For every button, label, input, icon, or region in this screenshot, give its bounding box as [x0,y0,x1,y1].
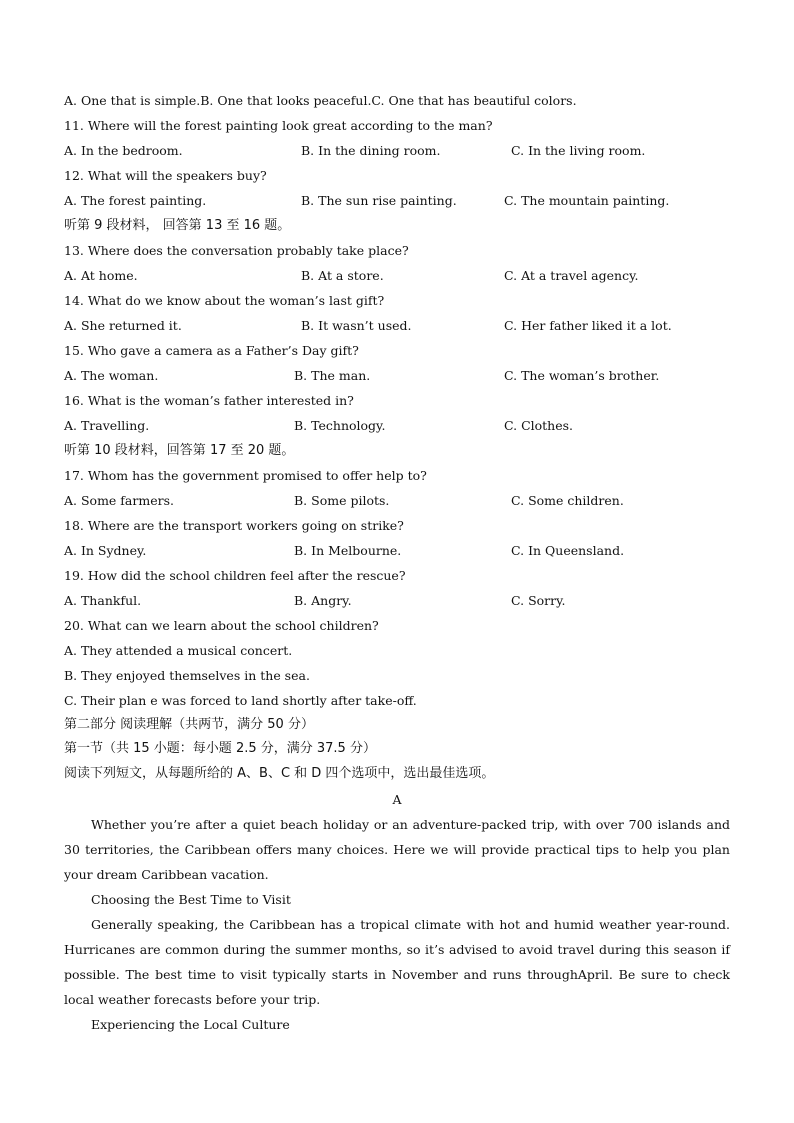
q14-option-c: C. Her father liked it a lot. [504,318,672,333]
q11-option-b: B. In the dining room. [301,143,441,158]
question-15: 15. Who gave a camera as a Father’s Day gift? [64,343,359,358]
q13-option-c: C. At a travel agency. [504,268,639,283]
q18-option-a: A. In Sydney. [64,543,147,558]
section-9-heading: 听第 9 段材料， 回答第 13 至 16 题。 [64,218,291,233]
q20-option-c: C. Their plan e was forced to land shortly after take-off. [64,693,417,708]
question-19: 19. How did the school children feel after the rescue? [64,568,406,583]
q20-option-a: A. They attended a musical concert. [64,643,293,658]
question-11: 11. Where will the forest painting look great according to the man? [64,118,493,133]
q19-option-a: A. Thankful. [64,593,142,608]
question-16: 16. What is the woman’s father interested in? [64,393,354,408]
q10-options: A. One that is simple.B. One that looks peaceful.C. One that has beautiful colors. [64,93,577,108]
q15-option-b: B. The man. [294,368,371,383]
question-14: 14. What do we know about the woman’s last gift? [64,293,385,308]
q18-option-b: B. In Melbourne. [294,543,402,558]
question-20: 20. What can we learn about the school children? [64,618,379,633]
q13-option-b: B. At a store. [301,268,384,283]
question-12: 12. What will the speakers buy? [64,168,267,183]
passage-paragraph-2: Generally speaking, the Caribbean has a tropical climate with hot and humid weather year-round. Hurricanes are common during the summer months, so it’s advised to avoid travel during this season if possible. The best time to visit typically starts in November and runs throughApril. Be sure to check local weather forecasts before your trip. [64,917,730,1007]
q11-option-a: A. In the bedroom. [64,143,183,158]
q12-option-c: C. The mountain painting. [504,193,670,208]
question-18: 18. Where are the transport workers going on strike? [64,518,404,533]
question-13: 13. Where does the conversation probably take place? [64,243,409,258]
q17-option-c: C. Some children. [511,493,624,508]
q12-option-b: B. The sun rise painting. [301,193,457,208]
q12-option-a: A. The forest painting. [64,193,207,208]
q14-option-b: B. It wasn’t used. [301,318,412,333]
q17-option-b: B. Some pilots. [294,493,390,508]
q14-option-a: A. She returned it. [64,318,182,333]
section-10-heading: 听第 10 段材料，回答第 17 至 20 题。 [64,443,295,458]
part-2-heading: 第二部分 阅读理解（共两节，满分 50 分） [64,717,314,732]
q19-option-c: C. Sorry. [511,593,566,608]
reading-instructions: 阅读下列短文，从每题所给的 A、B、C 和 D 四个选项中，选出最佳选项。 [64,766,495,781]
q17-option-a: A. Some farmers. [64,493,174,508]
q15-option-c: C. The woman’s brother. [504,368,660,383]
q16-option-b: B. Technology. [294,418,386,433]
section-1-heading: 第一节（共 15 小题：每小题 2.5 分，满分 37.5 分） [64,741,376,756]
q16-option-a: A. Travelling. [64,418,150,433]
passage-subheading-1: Choosing the Best Time to Visit [91,892,291,907]
q13-option-a: A. At home. [64,268,138,283]
q15-option-a: A. The woman. [64,368,159,383]
passage-paragraph-1: Whether you’re after a quiet beach holiday or an adventure-packed trip, with over 700 islands and 30 territories, the Caribbean offers many choices. Here we will provide practical tips to help you plan your dream Caribbean vacation. [64,817,730,882]
passage-label: A [392,792,402,807]
q16-option-c: C. Clothes. [504,418,574,433]
q19-option-b: B. Angry. [294,593,352,608]
passage-subheading-2: Experiencing the Local Culture [91,1017,290,1032]
q18-option-c: C. In Queensland. [511,543,625,558]
q11-option-c: C. In the living room. [511,143,646,158]
q20-option-b: B. They enjoyed themselves in the sea. [64,668,310,683]
question-17: 17. Whom has the government promised to offer help to? [64,468,427,483]
